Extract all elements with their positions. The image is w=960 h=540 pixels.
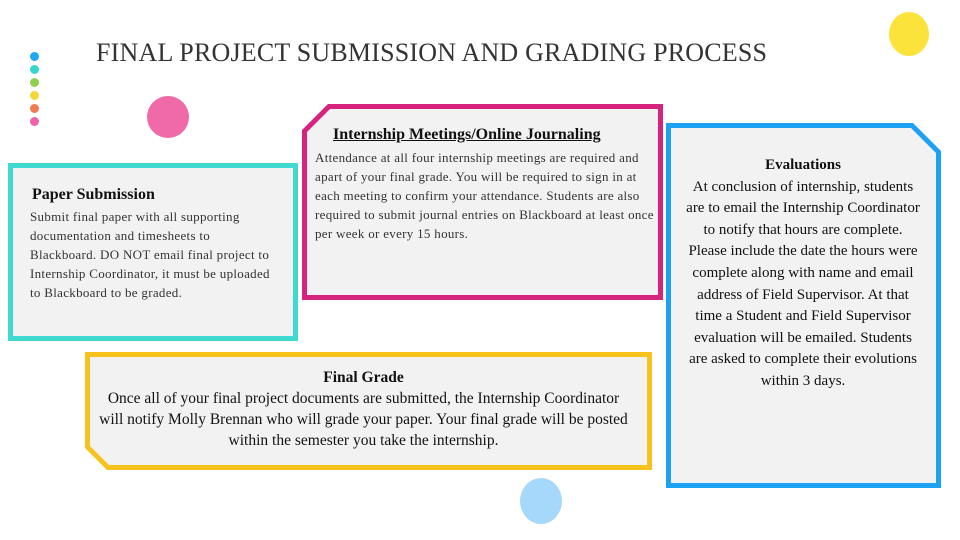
- final-grade-block: [96, 367, 631, 451]
- internship-meetings-text: Attendance at all four internship meetings are required and apart of your final grade. You will be required to sign in at each meeting to confirm your attendance. Students are also required to submit journal entries on Blackboard at least once per week or every 15 hours.: [315, 150, 654, 241]
- decor-dot: [30, 52, 39, 61]
- internship-meetings-heading: Internship Meetings/Online Journaling: [333, 126, 601, 143]
- final-grade-text: Once all of your final project documents are submitted, the Internship Coordinator will notify Molly Brennan who will grade your paper. Your final grade will be posted within the semester you take the internship.: [99, 390, 628, 449]
- paper-submission-heading: Paper Submission: [32, 186, 155, 203]
- final-grade-heading: Final Grade: [323, 369, 404, 386]
- decor-dot: [30, 104, 39, 113]
- decor-dot: [30, 78, 39, 87]
- decor-dot: [30, 91, 39, 100]
- paper-submission-text: Submit final paper with all supporting documentation and timesheets to Blackboard. DO NOT email final project to Internship Coordinator, it must be uploaded to Blackboard to be graded.: [30, 209, 270, 300]
- page-title: FINAL PROJECT SUBMISSION AND GRADING PROCESS: [96, 38, 768, 67]
- evaluations-heading: Evaluations: [765, 157, 841, 173]
- decor-circle-blue: [520, 478, 562, 524]
- evaluations-text: At conclusion of internship, students are to email the Internship Coordinator to notify that hours are complete. Please include the date the hours were complete along with name and email address of Field Supervisor. At that time a Student and Field Supervisor evaluation will be emailed. Students are asked to complete their evolutions within 3 days.: [686, 178, 920, 389]
- decor-circle-yellow: [889, 12, 929, 56]
- evaluations-block: [684, 155, 922, 393]
- decor-dot: [30, 117, 39, 126]
- decor-dot: [30, 65, 39, 74]
- decor-circle-pink: [147, 96, 189, 138]
